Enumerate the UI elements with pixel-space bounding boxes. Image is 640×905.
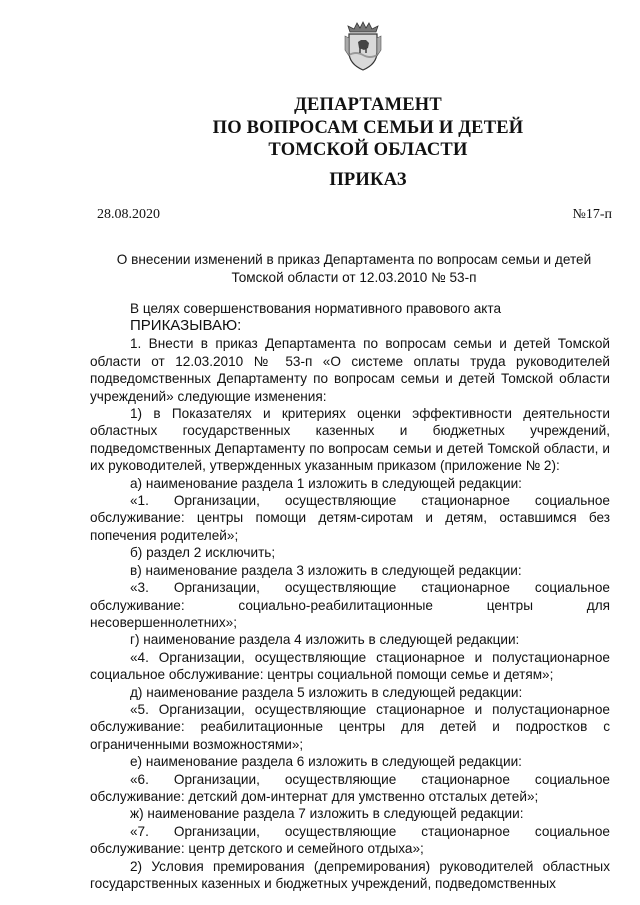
body-paragraph: В целях совершенствования нормативного правового акта [130,301,502,316]
body-paragraph: «4. Организации, осуществляющие стационарное и полустационарное социальное обслуживание: центры социальной помощи семье и детям»; [90,649,610,683]
body-paragraph: б) раздел 2 исключить; [130,545,276,561]
document-type-title: ПРИКАЗ [329,170,407,190]
decree-word: ПРИКАЗЫВАЮ: [130,317,242,335]
body-paragraph: д) наименование раздела 5 изложить в следующей редакции: [130,684,523,700]
body-paragraph: ж) наименование раздела 7 изложить в следующей редакции: [130,806,524,822]
body-paragraph: а) наименование раздела 1 изложить в следующей редакции: [130,475,522,491]
body-paragraph: г) наименование раздела 4 изложить в следующей редакции: [130,632,520,648]
body-paragraph: «6. Организации, осуществляющие стационарное социальное обслуживание: детский дом-интернат для умственно отсталых детей»; [90,771,610,804]
body-paragraph: 1) в Показателях и критериях оценки эффективности деятельности областных государственных казенных и бюджетных учреждений, подведомственных Департаменту по вопросам семьи и детей Томской области, и их руководителей, утвержденных указанным приказом (приложение № 2): [90,406,610,474]
department-name-line-3: ТОМСКОЙ ОБЛАСТИ [268,140,468,160]
body-paragraph: е) наименование раздела 6 изложить в следующей редакции: [130,754,522,770]
department-name-line-1: ДЕПАРТАМЕНТ [294,95,442,115]
body-paragraph: в) наименование раздела 3 изложить в следующей редакции: [130,562,522,578]
document-body [90,300,610,892]
body-paragraph: «7. Организации, осуществляющие стационарное социальное обслуживание: центр детского и семейного отдыха»; [90,823,610,857]
body-paragraph: «1. Организации, осуществляющие стационарное социальное обслуживание: центры помощи детям-сиротам и детям, оставшимся без попечения родителей»; [90,493,610,543]
document-date: 28.08.2020 [97,207,160,222]
coat-of-arms-icon [344,20,382,72]
document-subject: О внесении изменений в приказ Департамента по вопросам семьи и детей Томской области от 12.03.2010 № 53-п [116,252,592,285]
body-paragraph: 1. Внести в приказ Департамента по вопросам семьи и детей Томской области от 12.03.2010 № 53-п «О системе оплаты труда руководителей подведомственных Департаменту по вопросам семьи и детей Томской области учреждений» следующие изменения: [90,336,610,404]
document-number: №17-п [572,207,612,222]
body-paragraph: «3. Организации, осуществляющие стационарное социальное обслуживание: социально-реабилитационные центры для несовершеннолетних»; [90,580,610,630]
department-name-line-2: ПО ВОПРОСАМ СЕМЬИ И ДЕТЕЙ [212,118,524,138]
body-paragraph: «5. Организации, осуществляющие стационарное и полустационарное обслуживание: реабилитационные центры для детей и подростков с ограниченными возможностями»; [90,701,610,752]
body-paragraph: 2) Условия премирования (депремирования) руководителей областных государственных казенных и бюджетных учреждений, подведомственных [90,858,610,891]
